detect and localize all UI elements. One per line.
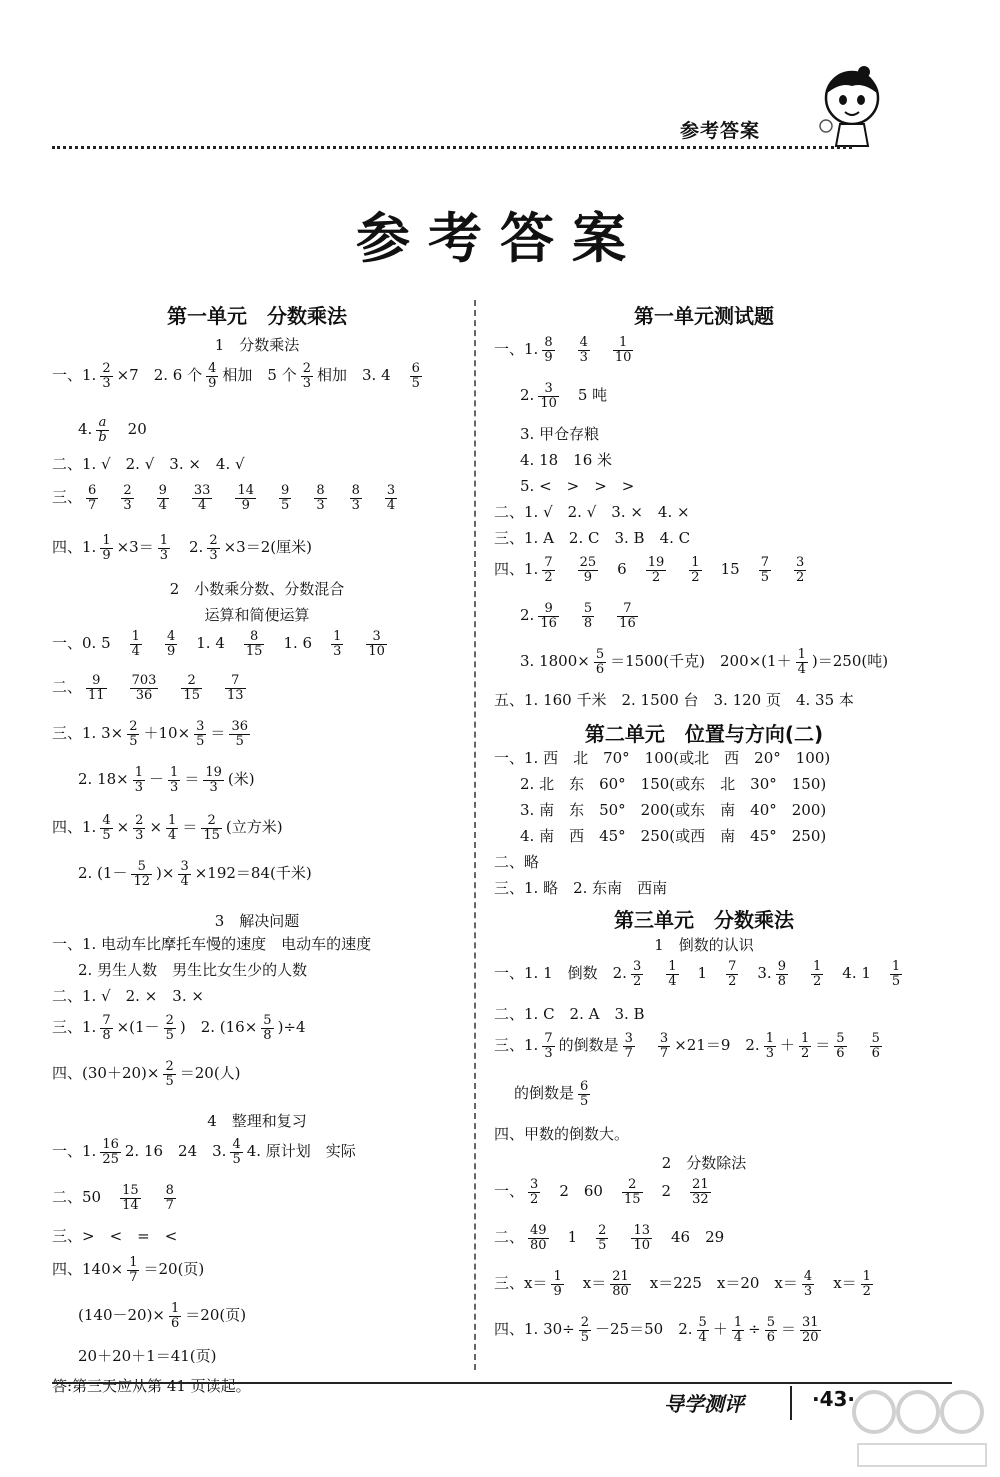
answer-line: 二、1. C 2. A 3. B	[494, 1005, 645, 1023]
right-column	[494, 300, 914, 1362]
answer-line: 2. $\frac{3}{10}$ 5 吨	[520, 381, 608, 411]
answer-line: 4. $\frac{a}{b}$ 20	[78, 415, 147, 445]
answer-line: 答:第三天应从第 41 页读起。	[52, 1377, 251, 1395]
answer-line: 四、甲数的倒数大。	[494, 1125, 630, 1143]
unit1-sec4-heading: 4 整理和复习	[207, 1112, 307, 1130]
answer-line: 一、1. $\frac{16}{25}$ 2. 16 24 3. $\frac{4}{5}$ 4. 原计划 实际	[52, 1137, 356, 1167]
unit1-heading: 第一单元 分数乘法	[167, 304, 347, 328]
unit1-sec1-heading: 1 分数乘法	[214, 336, 300, 354]
answer-line: 三、> < = <	[52, 1227, 178, 1245]
answer-line: 2. 男生人数 男生比女生少的人数	[78, 961, 308, 979]
answer-line: 二、 $\frac{49}{80}$ 1 $\frac{2}{5}$ $\frac{13}{10}$ 46 29	[494, 1223, 725, 1253]
answer-line: 三、 $\frac{6}{7}$ $\frac{2}{3}$ $\frac{9}{4}$ $\frac{33}{4}$ $\frac{14}{9}$ $\frac{9}{5}$ $\frac{8}{3}$ $\frac{8}{3}$ $\frac{3}{4}$	[52, 483, 396, 513]
answer-line: 2. $\frac{9}{16}$ $\frac{5}{8}$ $\frac{7}{16}$	[520, 601, 636, 631]
answer-line: 4. 18 16 米	[520, 451, 613, 469]
unit3-heading: 第三单元 分数乘法	[614, 908, 794, 932]
footer-brand: 导学测评	[664, 1392, 744, 1416]
answer-line: 3. 甲仓存粮	[520, 425, 600, 443]
answer-line: 2. 18× $\frac{1}{3}$ － $\frac{1}{3}$ ＝ $\frac{19}{3}$ (米)	[78, 765, 255, 795]
footer-separator	[790, 1386, 792, 1420]
answer-line: 四、(30＋20)× $\frac{2}{5}$ ＝20(人)	[52, 1059, 241, 1089]
answer-line: 二、1. √ 2. × 3. ×	[52, 987, 204, 1005]
answer-line: 一、1. 1 倒数 2. $\frac{3}{2}$ $\frac{1}{4}$ 1 $\frac{7}{2}$ 3. $\frac{9}{8}$ $\frac{1}{2}$ 4. 1 $\frac{1}{5}$	[494, 959, 901, 989]
watermark-logo-icon	[852, 1378, 992, 1474]
answer-line: 三、1. $\frac{7}{8}$ ×(1－ $\frac{2}{5}$ ) 2. (16× $\frac{5}{8}$ )÷4	[52, 1013, 306, 1043]
answer-line: 的倒数是 $\frac{6}{5}$	[514, 1079, 589, 1109]
unit3-sec1-heading: 1 倒数的认识	[654, 936, 754, 954]
answer-line: 4. 南 西 45° 250(或西 南 45° 250)	[520, 827, 827, 845]
footer-rule	[52, 1382, 952, 1384]
answer-line: 四、1. 30÷ $\frac{2}{5}$ －25＝50 2. $\frac{5}{4}$ ＋ $\frac{1}{4}$ ÷ $\frac{5}{6}$ ＝ $\frac{31}{20}$	[494, 1315, 819, 1345]
unit2-heading: 第二单元 位置与方向(二)	[584, 722, 824, 746]
answer-line: 3. 南 东 50° 200(或东 南 40° 200)	[520, 801, 827, 819]
answer-line: 一、0. 5 $\frac{1}{4}$ $\frac{4}{9}$ 1. 4 $\frac{8}{15}$ 1. 6 $\frac{1}{3}$ $\frac{3}{10}$	[52, 629, 385, 659]
answer-line: 3. 1800× $\frac{5}{6}$ ＝1500(千克) 200×(1＋ $\frac{1}{4}$ )＝250(吨)	[520, 647, 889, 677]
answer-line: 一、 $\frac{3}{2}$ 2 60 $\frac{2}{15}$ 2 $\frac{21}{32}$	[494, 1177, 709, 1207]
answer-line: 四、1. $\frac{7}{2}$ $\frac{25}{9}$ 6 $\frac{19}{2}$ $\frac{1}{2}$ 15 $\frac{7}{5}$ $\frac{3}{2}$	[494, 555, 805, 585]
answer-line: 一、1. $\frac{2}{3}$ ×7 2. 6 个 $\frac{4}{9}$ 相加 5 个 $\frac{2}{3}$ 相加 3. 4 $\frac{6}{5}$	[52, 361, 420, 391]
answer-line: 二、50 $\frac{15}{14}$ $\frac{8}{7}$	[52, 1183, 174, 1213]
answer-line: 2. (1－ $\frac{5}{12}$ )× $\frac{3}{4}$ ×192＝84(千米)	[78, 859, 312, 889]
page-number: ·43·	[812, 1387, 856, 1411]
unit3-sec2-heading: 2 分数除法	[661, 1154, 747, 1172]
answer-line: 二、1. √ 2. √ 3. × 4. √	[52, 455, 245, 473]
left-column	[52, 300, 462, 1404]
answer-line: 一、1. 西 北 70° 100(或北 西 20° 100)	[494, 749, 831, 767]
answer-line: 三、1. A 2. C 3. B 4. C	[494, 529, 691, 547]
header-label: 参考答案	[680, 120, 761, 142]
answer-line: 二、略	[494, 853, 540, 871]
unit1-sec2-heading-cont: 运算和简便运算	[204, 606, 310, 624]
answer-line: 三、1. 略 2. 东南 西南	[494, 879, 668, 897]
unit1-sec3-heading: 3 解决问题	[214, 912, 300, 930]
page-title: 参考答案	[356, 207, 644, 270]
answer-line: 四、1. $\frac{4}{5}$ × $\frac{2}{3}$ × $\frac{1}{4}$ ＝ $\frac{2}{15}$ (立方米)	[52, 813, 283, 843]
answer-line: 二、 $\frac{9}{11}$ $\frac{703}{36}$ $\frac{2}{15}$ $\frac{7}{13}$	[52, 673, 244, 703]
test1-heading: 第一单元测试题	[634, 304, 774, 328]
mascot-icon	[812, 64, 892, 148]
answer-line: (140－20)× $\frac{1}{6}$ ＝20(页)	[78, 1301, 247, 1331]
answer-line: 二、1. √ 2. √ 3. × 4. ×	[494, 503, 690, 521]
header-dotted-rule	[52, 146, 852, 149]
answer-line: 20＋20＋1＝41(页)	[78, 1347, 217, 1365]
unit1-sec2-heading: 2 小数乘分数、分数混合	[169, 580, 345, 598]
answer-line: 三、x＝ $\frac{1}{9}$ x＝ $\frac{21}{80}$ x＝225 x＝20 x＝ $\frac{4}{3}$ x＝ $\frac{1}{2}$	[494, 1269, 871, 1299]
answer-line: 四、140× $\frac{1}{7}$ ＝20(页)	[52, 1255, 205, 1285]
answer-line: 三、1. 3× $\frac{2}{5}$ ＋10× $\frac{3}{5}$ ＝ $\frac{36}{5}$	[52, 719, 248, 749]
answer-line: 四、1. $\frac{1}{9}$ ×3＝ $\frac{1}{3}$ 2. $\frac{2}{3}$ ×3＝2(厘米)	[52, 533, 312, 563]
answer-line: 五、1. 160 千米 2. 1500 台 3. 120 页 4. 35 本	[494, 691, 854, 709]
answer-line: 5. < > > >	[520, 477, 635, 495]
column-divider	[474, 300, 476, 1370]
answer-line: 三、1. $\frac{7}{3}$ 的倒数是 $\frac{3}{7}$ $\frac{3}{7}$ ×21＝9 2. $\frac{1}{3}$ ＋ $\frac{1}{2}$ ＝ $\frac{5}{6}$ $\frac{5}{6}$	[494, 1031, 880, 1061]
answer-line: 一、1. $\frac{8}{9}$ $\frac{4}{3}$ $\frac{1}{10}$	[494, 335, 632, 365]
answer-line: 一、1. 电动车比摩托车慢的速度 电动车的速度	[52, 935, 372, 953]
answer-line: 2. 北 东 60° 150(或东 北 30° 150)	[520, 775, 827, 793]
